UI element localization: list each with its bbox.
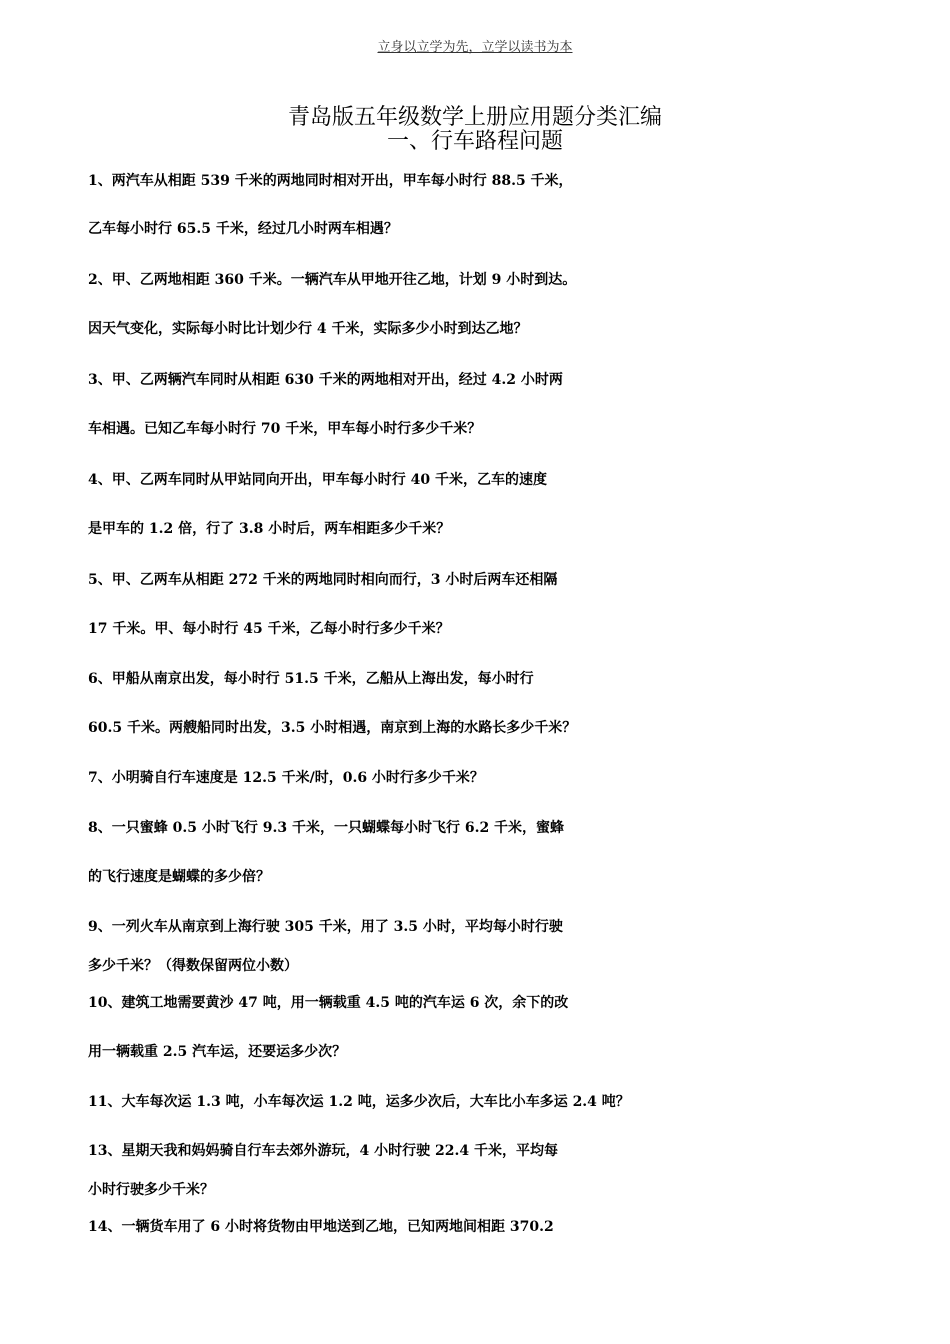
problem-line: 车相遇。已知乙车每小时行 70 千米，甲车每小时行多少千米？ [88, 421, 482, 437]
problem-line: 14、一辆货车用了 6 小时将货物由甲地送到乙地，已知两地间相距 370.2 [88, 1219, 554, 1235]
problem-line: 4、甲、乙两车同时从甲站同向开出，甲车每小时行 40 千米，乙车的速度 [88, 472, 547, 488]
problem-line: 的飞行速度是蝴蝶的多少倍？ [88, 869, 270, 885]
document-title: 青岛版五年级数学上册应用题分类汇编 [287, 105, 662, 130]
problem-line: 用一辆载重 2.5 汽车运，还要运多少次？ [88, 1044, 347, 1060]
problem-line: 5、甲、乙两车从相距 272 千米的两地同时相向而行，3 小时后两车还相隔 [88, 572, 558, 588]
problem-line: 1、两汽车从相距 539 千米的两地同时相对开出，甲车每小时行 88.5 千米， [88, 173, 573, 189]
problem-line: 13、星期天我和妈妈骑自行车去郊外游玩，4 小时行驶 22.4 千米，平均每 [88, 1143, 558, 1159]
problem-line: 11、大车每次运 1.3 吨，小车每次运 1.2 吨，运多少次后，大车比小车多运 2.4 吨？ [88, 1094, 630, 1110]
page-header: 立身以立学为先，立学以读书为本 [377, 40, 573, 55]
problem-line: 8、一只蜜蜂 0.5 小时飞行 9.3 千米，一只蝴蝶每小时飞行 6.2 千米，蜜蜂 [88, 820, 565, 836]
section-heading: 一、行车路程问题 [386, 129, 563, 154]
problem-line: 60.5 千米。两艘船同时出发，3.5 小时相遇，南京到上海的水路长多少千米？ [88, 720, 577, 736]
problem-line: 乙车每小时行 65.5 千米，经过几小时两车相遇？ [88, 221, 398, 237]
problem-line: 10、建筑工地需要黄沙 47 吨，用一辆载重 4.5 吨的汽车运 6 次，余下的改 [88, 995, 569, 1011]
problem-line: 9、一列火车从南京到上海行驶 305 千米，用了 3.5 小时，平均每小时行驶 [88, 919, 563, 935]
problem-line: 3、甲、乙两辆汽车同时从相距 630 千米的两地相对开出，经过 4.2 小时两 [88, 372, 563, 388]
problem-line: 因天气变化，实际每小时比计划少行 4 千米，实际多少小时到达乙地？ [88, 321, 528, 337]
problem-line: 是甲车的 1.2 倍，行了 3.8 小时后，两车相距多少千米？ [88, 521, 451, 537]
problem-line: 7、小明骑自行车速度是 12.5 千米/时，0.6 小时行多少千米？ [88, 770, 484, 786]
problem-line: 多少千米？（得数保留两位小数） [88, 958, 298, 974]
problem-line: 17 千米。甲、每小时行 45 千米，乙每小时行多少千米？ [88, 621, 450, 637]
problem-line: 2、甲、乙两地相距 360 千米。一辆汽车从甲地开往乙地，计划 9 小时到达。 [88, 272, 577, 288]
problem-line: 6、甲船从南京出发，每小时行 51.5 千米，乙船从上海出发，每小时行 [88, 671, 534, 687]
problem-line: 小时行驶多少千米？ [88, 1182, 214, 1198]
